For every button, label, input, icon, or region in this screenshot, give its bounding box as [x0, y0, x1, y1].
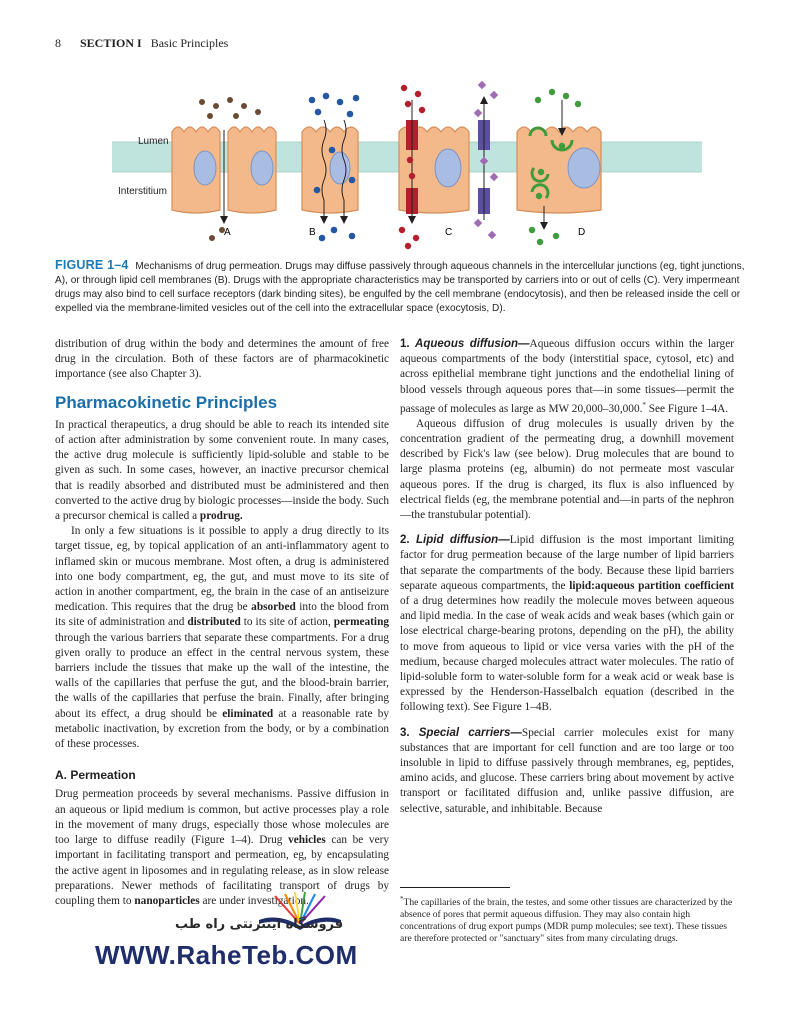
watermark-persian-text: فروشگاه اینترنتی راه طب	[175, 917, 344, 932]
interstitium-label: Interstitium	[118, 186, 167, 197]
paragraph: In practical therapeutics, a drug should be able to reach its intended site of action after administration by some convenient route. In many cases, the active drug molecule is sufficiently lipid-soluble and stable to be given as such. In some cases, however, an inactive precursor chemical that is readily absorbed and distributed must be administered and then converted to the active drug by biologic processes—inside the body. Such a precursor chemical is called a prodrug.	[55, 418, 390, 523]
figure-caption	[55, 258, 745, 316]
figure-1-4-illustration	[112, 80, 702, 250]
paragraph: Drug permeation proceeds by several mechanisms. Passive diffusion in an aqueous or lipid medium is common, but active processes play a role in the movement of many drugs, especially those whose molecules are too large to diffuse readily (Figure 1–4). Drug vehicles can be very important in facilitating transport and permeation, eg, by encapsulating the active agent in liposomes and in regulating release, as in slow release preparations. Newer methods of facilitating transport of drugs by coupling them to nanoparticles are under investigation.	[55, 788, 389, 907]
lumen-label: Lumen	[138, 136, 169, 147]
right-column	[400, 337, 734, 817]
footnote-rule	[400, 887, 510, 888]
paragraph: Aqueous diffusion of drug molecules is usually driven by the concentration gradient of the permeating drug, a downhill movement described by Fick's law (see below). Drug molecules that are bound to large plasma proteins (eg, albumin) do not permeate most vascular aqueous pores. If the drug is charged, its flux is also influenced by electrical fields (eg, the membrane potential and—in parts of the nephron—the transtubular potential).	[400, 417, 734, 521]
running-header	[55, 36, 228, 51]
paragraph-special-carriers: 3. Special carriers—Special carrier molecules exist for many substances that are important for cell function and are too large or too insoluble in lipid to diffuse passively through membranes, eg, peptides, amino acids, and glucose. These carriers bring about movement by active transport or facilitated diffusion and, unlike passive diffusion, are selective, saturable, and inhibitable. Because	[400, 726, 734, 815]
page-number: 8	[55, 36, 61, 50]
footnote: *The capillaries of the brain, the testes, and some other tissues are characterized by the absence of pores that permit aqueous diffusion. They may also contain high concentrations of drug export pumps (MDR pump molecules; see text). These tissues are therefore protected or "sanctuary" sites from many circulating drugs.	[400, 895, 733, 945]
watermark-site: WWW.RaheTeb.COM	[95, 940, 358, 970]
paragraph-continued: distribution of drug within the body and determines the amount of free drug in the circulation. Both of these factors are of pharmacokinetic importance (see also Chapter 3).	[55, 338, 389, 381]
left-column	[55, 337, 389, 909]
paragraph-lipid-diffusion: 2. Lipid diffusion—Lipid diffusion is the most important limiting factor for drug permeation because of the large number of lipid barriers that separate the compartments of the body. Because these lipid barriers separate aqueous compartments, the lipid:aqueous partition coefficient of a drug determines how readily the molecule moves between aqueous and lipid media. In the case of weak acids and weak bases (which gain or lose electrical charge-bearing protons, depending on the pH), the ability to move from aqueous to lipid or vice versa varies with the pH of the medium, because charged molecules attract water molecules. The ratio of lipid-soluble form to water-soluble form for a weak acid or weak base is expressed by the Henderson-Hasselbalch equation (described in the following text). See Figure 1–4B.	[400, 534, 734, 714]
section-title: Basic Principles	[150, 36, 229, 50]
section-label: SECTION I	[80, 36, 142, 50]
figure-label: FIGURE 1–4	[55, 258, 129, 272]
label-a: A	[224, 227, 231, 238]
paragraph-aqueous-diffusion: 1. Aqueous diffusion—Aqueous diffusion occurs within the larger aqueous compartments of the body (interstitial space, cytosol, etc) and across epithelial membrane tight junctions and the endothelial lining of blood vessels through aqueous pores that—in some tissues—permit the passage of molecules as large as MW 20,000–30,000.* See Figure 1–4A.	[400, 338, 734, 415]
label-d: D	[578, 227, 586, 238]
runin-heading: 3. Special carriers—	[400, 726, 522, 739]
paragraph: In only a few situations is it possible to apply a drug directly to its target tissue, eg, by topical application of an anti-inflammatory agent to inflamed skin or mucous membrane. Most often, a drug is administered into one body compartment, eg, the gut, and must move to its site of action in another compartment, eg, the brain in the case of an antiseizure medication. This requires that the drug be absorbed into the blood from its site of administration and distributed to its site of action, permeating through the various barriers that separate these compartments. For a drug given orally to produce an effect in the central nervous system, these barriers include the tissues that make up the wall of the intestine, the walls of the capillaries that perfuse the gut, and the blood-brain barrier, the walls of the capillaries that perfuse the brain. Finally, after bringing about its effect, a drug should be eliminated at a reasonable rate by metabolic inactivation, by excretion from the body, or by a combination of these processes.	[55, 525, 390, 751]
runin-heading: 1. Aqueous diffusion—	[400, 338, 530, 350]
runin-heading: 2. Lipid diffusion—	[400, 534, 510, 547]
figure-caption-text: Mechanisms of drug permeation. Drugs may diffuse passively through aqueous channels in the intercellular junctions (eg, tight junctions, A), or through lipid cell membranes (B). Drugs with the appropriate characteristics may be transported by carriers into or out of cells (C). Very impermeant drugs may also bind to cell surface receptors (dark binding sites), be engulfed by the cell membrane (endocytosis), and then be released inside the cell or expelled via the membrane-limited vesicles out of the cell into the extracellular space (exocytosis, D).	[55, 261, 745, 314]
label-b: B	[309, 227, 316, 238]
section-heading: Pharmacokinetic Principles	[55, 392, 278, 412]
label-c: C	[445, 227, 453, 238]
subsection-heading: A. Permeation	[55, 768, 136, 783]
